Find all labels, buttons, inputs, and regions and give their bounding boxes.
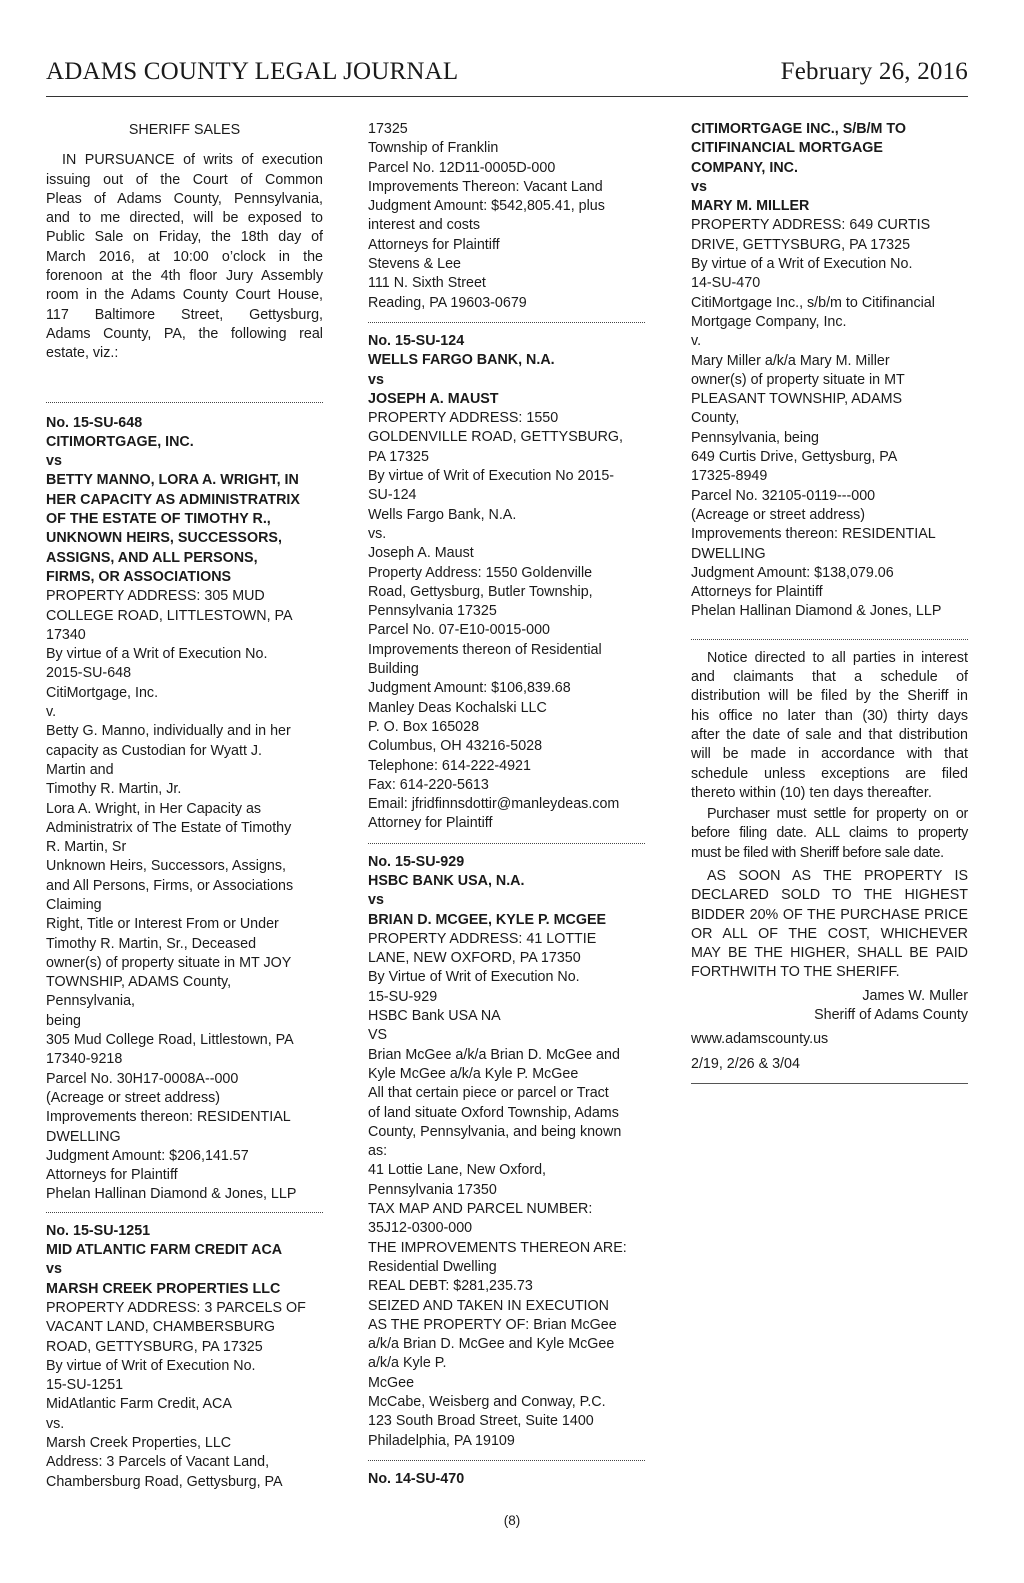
text-line: Notice directed to all parties in interest [707, 649, 968, 666]
section-title: SHERIFF SALES [128, 122, 241, 138]
text-line: FORTHWITH TO THE SHERIFF. [691, 964, 900, 981]
text-line: MARSH CREEK PROPERTIES LLC [46, 1280, 281, 1297]
text-line: Improvements thereon: RESIDENTIAL [691, 526, 936, 543]
text-line: PROPERTY ADDRESS: 1550 [368, 410, 559, 427]
text-line: VACANT LAND, CHAMBERSBURG [46, 1319, 276, 1336]
text-line: Parcel No. 32105-0119---000 [691, 487, 876, 504]
text-line: Attorney for Plaintiff [368, 815, 493, 832]
text-line: (Acreage or street address) [46, 1089, 221, 1106]
text-line: WELLS FARGO BANK, N.A. [368, 352, 555, 369]
text-line: ROAD, GETTYSBURG, PA 17325 [46, 1338, 263, 1355]
text-line: BRIAN D. MCGEE, KYLE P. MCGEE [368, 911, 607, 928]
column-2 [368, 120, 645, 1489]
text-line: and All Persons, Firms, or Associations [46, 877, 294, 894]
text-line: v. [691, 333, 702, 350]
text-line: R. Martin, Sr [46, 839, 127, 856]
case-heading [691, 120, 968, 216]
text-line: PROPERTY ADDRESS: 3 PARCELS OF [46, 1299, 306, 1316]
text-line: Claiming [46, 896, 102, 913]
intro-paragraph [46, 151, 323, 363]
notice-paragraph [691, 649, 968, 803]
text-line: CITIMORTGAGE INC., S/B/M TO [691, 121, 906, 137]
issue-date: February 26, 2016 [780, 58, 968, 85]
text-line: Attorneys for Plaintiff [368, 236, 500, 253]
text-line: IN PURSUANCE of writs of execution [62, 152, 323, 169]
text-line: Mary Miller a/k/a Mary M. Miller [691, 352, 890, 369]
text-line: Fax: 614-220-5613 [368, 776, 489, 793]
text-line: Purchaser must settle for property on or [707, 806, 968, 823]
text-line: 649 Curtis Drive, Gettysburg, PA [691, 449, 898, 466]
case-heading [46, 1222, 323, 1299]
text-line: MidAtlantic Farm Credit, ACA [46, 1396, 232, 1413]
text-line: 123 South Broad Street, Suite 1400 [368, 1413, 594, 1430]
column-3 [691, 120, 968, 1084]
text-line: Judgment Amount: $106,839.68 [368, 680, 571, 697]
text-line: 15-SU-929 [368, 988, 438, 1005]
text-line: Judgment Amount: $206,141.57 [46, 1147, 249, 1164]
text-line: No. 15-SU-1251 [46, 1222, 151, 1239]
text-line: CITIFINANCIAL MORTGAGE [691, 140, 883, 157]
text-line: TOWNSHIP, ADAMS County, [46, 974, 232, 991]
text-line: owner(s) of property situate in MT JOY [46, 954, 292, 971]
text-line: THE IMPROVEMENTS THEREON ARE: [368, 1239, 627, 1256]
text-line: Columbus, OH 43216-5028 [368, 738, 543, 755]
text-line: schedule unless exceptions are filed [691, 765, 968, 782]
text-line: VS [368, 1027, 388, 1044]
text-line: No. 15-SU-648 [46, 414, 143, 431]
text-line: CitiMortgage, Inc. [46, 684, 159, 701]
text-line: P. O. Box 165028 [368, 718, 480, 735]
text-line: vs. [368, 525, 387, 542]
case-body [368, 409, 645, 834]
text-line: PROPERTY ADDRESS: 649 CURTIS [691, 217, 931, 234]
sheriff-title: Sheriff of Adams County [814, 1007, 968, 1024]
text-line: Improvements Thereon: Vacant Land [368, 178, 603, 195]
text-line: By virtue of a Writ of Execution No. [46, 646, 268, 663]
text-line: 35J12-0300-000 [368, 1220, 473, 1237]
purchaser-paragraph [691, 805, 968, 863]
text-line: being [46, 1012, 81, 1029]
text-line: SU-124 [368, 487, 417, 504]
text-line: Reading, PA 19603-0679 [368, 294, 527, 311]
text-line: must be filed with Sheriff before sale date. [691, 844, 944, 861]
text-line: Attorneys for Plaintiff [46, 1167, 178, 1184]
case-body [46, 1299, 323, 1492]
text-line: Kyle McGee a/k/a Kyle P. McGee [368, 1065, 579, 1082]
text-line: Email: jfridfinnsdottir@manleydeas.com [368, 796, 620, 813]
text-line: Stevens & Lee [368, 256, 461, 273]
text-line: will be made in accordance with that [691, 746, 968, 763]
text-line: his office no later than (30) thirty days [691, 707, 968, 724]
text-line: SEIZED AND TAKEN IN EXECUTION [368, 1297, 609, 1314]
publication-dates: 2/19, 2/26 & 3/04 [691, 1055, 800, 1072]
text-line: Judgment Amount: $138,079.06 [691, 564, 894, 581]
text-line: 14-SU-470 [691, 275, 761, 292]
text-line: PROPERTY ADDRESS: 305 MUD [46, 588, 265, 605]
sheriff-name: James W. Muller [862, 987, 968, 1004]
page-header [46, 58, 968, 92]
text-line: estate, viz.: [46, 345, 119, 362]
text-line: 17340-9218 [46, 1051, 123, 1068]
text-line: vs. [46, 1415, 65, 1432]
text-line: HER CAPACITY AS ADMINISTRATRIX [46, 491, 300, 508]
text-line: Improvements thereon: RESIDENTIAL [46, 1109, 291, 1126]
text-line: DRIVE, GETTYSBURG, PA 17325 [691, 236, 911, 253]
text-line: vs [368, 892, 384, 909]
text-line: v. [46, 704, 57, 721]
end-rule [691, 1083, 968, 1084]
text-line: Unknown Heirs, Successors, Assigns, [46, 858, 286, 875]
text-line: BETTY MANNO, LORA A. WRIGHT, IN [46, 472, 299, 489]
text-line: Betty G. Manno, individually and in her [46, 723, 291, 740]
text-line: Address: 3 Parcels of Vacant Land, [46, 1454, 270, 1471]
text-line: AS SOON AS THE PROPERTY IS [707, 867, 968, 884]
text-line: LANE, NEW OXFORD, PA 17350 [368, 950, 581, 967]
text-line: Parcel No. 12D11-0005D-000 [368, 159, 556, 176]
text-line: vs [368, 371, 384, 388]
text-line: PA 17325 [368, 448, 429, 465]
case-heading [368, 332, 645, 409]
text-line: thereto within (10) ten days thereafter. [691, 784, 932, 801]
text-line: after the date of sale and that distribution [691, 726, 968, 743]
case-heading [368, 1470, 645, 1489]
text-line: a/k/a Kyle P. [368, 1355, 447, 1372]
text-line: room in the Adams County Court House, [46, 287, 323, 304]
text-line: FIRMS, OR ASSOCIATIONS [46, 568, 232, 585]
text-line: Manley Deas Kochalski LLC [368, 699, 547, 716]
text-line: TAX MAP AND PARCEL NUMBER: [368, 1201, 593, 1218]
text-line: OF THE ESTATE OF TIMOTHY R., [46, 511, 271, 528]
text-line: owner(s) of property situate in MT [691, 371, 905, 388]
text-line: 41 Lottie Lane, New Oxford, [368, 1162, 547, 1179]
text-line: AS THE PROPERTY OF: Brian McGee [368, 1316, 617, 1333]
text-line: No. 15-SU-124 [368, 332, 465, 349]
text-line: Public Sale on Friday, the 18th day of [46, 229, 323, 246]
case-heading [46, 414, 323, 588]
text-line: Phelan Hallinan Diamond & Jones, LLP [46, 1186, 297, 1203]
text-line: Residential Dwelling [368, 1258, 497, 1275]
text-line: 15-SU-1251 [46, 1377, 124, 1394]
text-line: JOSEPH A. MAUST [368, 390, 499, 407]
case-body [368, 120, 645, 313]
case-body [368, 930, 645, 1451]
text-line: OR ALL OF THE COST, WHICHEVER [691, 925, 968, 942]
text-line: as: [368, 1143, 388, 1160]
text-line: County, Pennsylvania, and being known [368, 1123, 622, 1140]
text-line: HSBC BANK USA, N.A. [368, 872, 525, 889]
text-line: Township of Franklin [368, 140, 499, 157]
text-line: vs [691, 178, 707, 195]
text-line: issuing out of the Court of Common [46, 171, 323, 188]
text-line: vs [46, 453, 62, 470]
text-line: COMPANY, INC. [691, 159, 798, 176]
text-line: Telephone: 614-222-4921 [368, 757, 531, 774]
text-line: distribution will be filed by the Sheriff in [691, 688, 968, 705]
text-line: No. 15-SU-929 [368, 853, 465, 870]
text-line: before filing date. ALL claims to property [691, 825, 968, 842]
text-line: DWELLING [691, 545, 766, 562]
text-line: 17340 [46, 626, 86, 643]
text-line: Brian McGee a/k/a Brian D. McGee and [368, 1046, 620, 1063]
text-line: Parcel No. 07-E10-0015-000 [368, 622, 550, 639]
text-line: Parcel No. 30H17-0008A--000 [46, 1070, 239, 1087]
text-line: CITIMORTGAGE, INC. [46, 433, 194, 450]
text-line: COLLEGE ROAD, LITTLESTOWN, PA [46, 607, 293, 624]
text-line: Mortgage Company, Inc. [691, 313, 847, 330]
text-line: ASSIGNS, AND ALL PERSONS, [46, 549, 258, 566]
text-line: DWELLING [46, 1128, 121, 1145]
text-line: vs [46, 1261, 62, 1278]
text-line: of land situate Oxford Township, Adams [368, 1104, 619, 1121]
text-line: GOLDENVILLE ROAD, GETTYSBURG, [368, 429, 624, 446]
page-number: (8) [503, 1513, 521, 1528]
text-line: By virtue of Writ of Execution No 2015- [368, 468, 615, 485]
text-line: Pennsylvania 17350 [368, 1181, 497, 1198]
text-line: MARY M. MILLER [691, 198, 810, 215]
text-line: Attorneys for Plaintiff [691, 584, 823, 601]
text-line: PROPERTY ADDRESS: 41 LOTTIE [368, 930, 597, 947]
case-heading [368, 853, 645, 930]
text-line: Road, Gettysburg, Butler Township, [368, 583, 593, 600]
text-line: Pennsylvania 17325 [368, 603, 497, 620]
text-line: McGee [368, 1374, 415, 1391]
text-line: By virtue of Writ of Execution No. [46, 1357, 256, 1374]
text-line: BIDDER 20% OF THE PURCHASE PRICE [691, 906, 968, 923]
text-line: Pennsylvania, being [691, 429, 819, 446]
case-body [691, 216, 968, 621]
text-line: 17325 [368, 121, 408, 137]
text-line: DECLARED SOLD TO THE HIGHEST [691, 887, 968, 904]
website: www.adamscounty.us [691, 1031, 829, 1048]
text-line: MAY BE THE HIGHER, SHALL BE PAID [691, 945, 968, 962]
text-line: Pennsylvania, [46, 993, 136, 1010]
text-line: PLEASANT TOWNSHIP, ADAMS [691, 391, 903, 408]
header-rule [46, 96, 968, 97]
sold-paragraph [691, 867, 968, 983]
text-line: Timothy R. Martin, Jr. [46, 781, 182, 798]
column-1 [46, 120, 323, 1492]
text-line: Philadelphia, PA 19109 [368, 1432, 515, 1449]
text-line: Property Address: 1550 Goldenville [368, 564, 593, 581]
text-line: McCabe, Weisberg and Conway, P.C. [368, 1394, 606, 1410]
text-line: interest and costs [368, 217, 481, 234]
text-line: Judgment Amount: $542,805.41, plus [368, 198, 605, 215]
text-line: Improvements thereon of Residential [368, 641, 602, 658]
text-line: Phelan Hallinan Diamond & Jones, LLP [691, 603, 942, 620]
text-line: By Virtue of Writ of Execution No. [368, 969, 580, 986]
text-line: Joseph A. Maust [368, 545, 474, 562]
text-line: and to me directed, will be exposed to [46, 210, 323, 227]
text-line: Marsh Creek Properties, LLC [46, 1435, 232, 1451]
text-line: and claimants that a schedule of [691, 669, 968, 686]
text-line: Wells Fargo Bank, N.A. [368, 506, 517, 523]
text-line: 117 Baltimore Street, Gettysburg, [46, 306, 323, 323]
case-body [46, 587, 323, 1205]
text-line: (Acreage or street address) [691, 506, 866, 523]
text-line: March 2016, at 10:00 o’clock in the [46, 248, 323, 265]
text-line: UNKNOWN HEIRS, SUCCESSORS, [46, 530, 282, 547]
text-line: 305 Mud College Road, Littlestown, PA [46, 1032, 294, 1049]
text-line: All that certain piece or parcel or Tract [368, 1085, 609, 1102]
text-line: capacity as Custodian for Wyatt J. [46, 742, 263, 759]
text-line: Right, Title or Interest From or Under [46, 916, 279, 933]
text-line: CitiMortgage Inc., s/b/m to Citifinancial [691, 294, 935, 311]
text-line: County, [691, 410, 740, 427]
text-line: HSBC Bank USA NA [368, 1008, 501, 1025]
text-line: forenoon at the 4th floor Jury Assembly [46, 268, 323, 285]
journal-title: ADAMS COUNTY LEGAL JOURNAL [46, 58, 459, 85]
text-line: Chambersburg Road, Gettysburg, PA [46, 1473, 283, 1490]
text-line: Pleas of Adams County, Pennsylvania, [46, 190, 323, 207]
text-line: By virtue of a Writ of Execution No. [691, 256, 913, 273]
text-line: Building [368, 661, 419, 678]
text-line: MID ATLANTIC FARM CREDIT ACA [46, 1242, 283, 1259]
text-line: Lora A. Wright, in Her Capacity as [46, 800, 262, 817]
text-line: 17325-8949 [691, 468, 768, 485]
text-line: Martin and [46, 761, 114, 778]
text-line: Adams County, PA, the following real [46, 325, 323, 342]
text-line: Timothy R. Martin, Sr., Deceased [46, 935, 257, 952]
text-line: No. 14-SU-470 [368, 1470, 465, 1487]
text-line: a/k/a Brian D. McGee and Kyle McGee [368, 1336, 615, 1353]
text-line: REAL DEBT: $281,235.73 [368, 1278, 533, 1295]
text-line: Administratrix of The Estate of Timothy [46, 819, 292, 836]
text-line: 2015-SU-648 [46, 665, 132, 682]
text-line: 111 N. Sixth Street [368, 275, 486, 292]
